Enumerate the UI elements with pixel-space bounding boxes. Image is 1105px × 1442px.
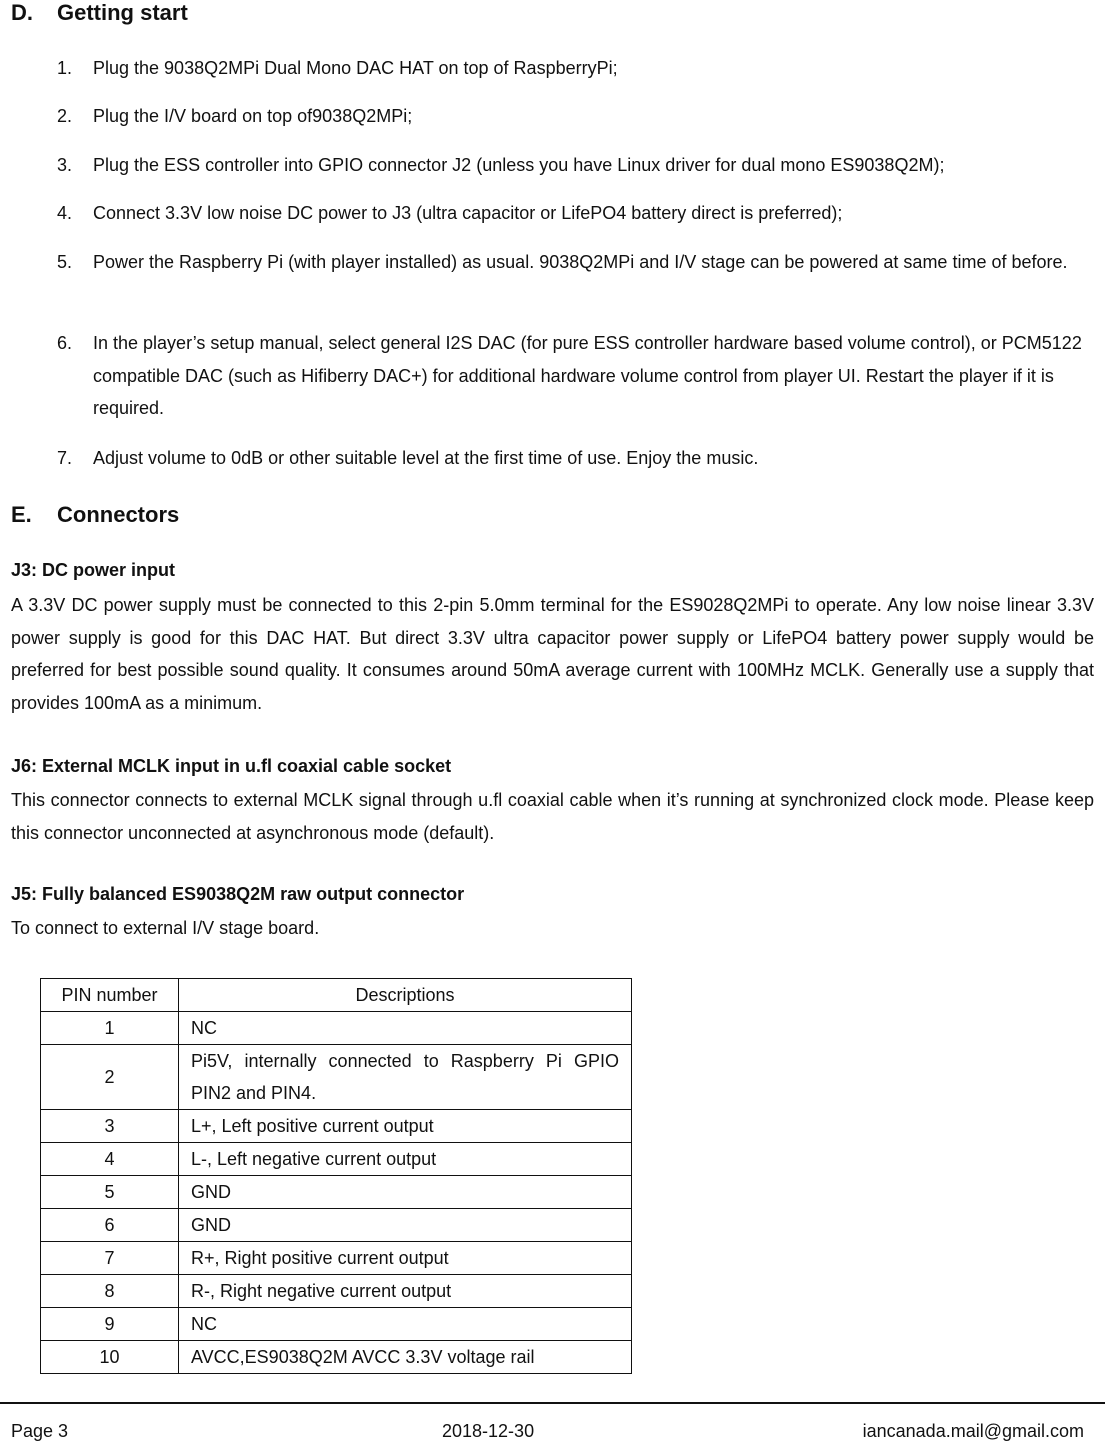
list-item [57,100,1097,133]
section-e-heading [11,502,179,528]
pin-table [40,978,632,1374]
section-d-heading [11,0,188,26]
table-row [41,1110,632,1143]
table-header-row [41,979,632,1012]
description-cell: NC [179,1012,632,1045]
table-row [41,1045,632,1110]
item-text: Plug the ESS controller into GPIO connector J2 (unless you have Linux driver for dual mono ES9038Q2M); [93,155,945,175]
pin-cell: 10 [41,1341,179,1374]
item-number: 6. [57,333,73,353]
description-cell: L-, Left negative current output [179,1143,632,1176]
item-text: Power the Raspberry Pi (with player installed) as usual. 9038Q2MPi and I/V stage can be powered at same time of before. [93,252,1068,272]
pin-cell: 7 [41,1242,179,1275]
footer-divider [0,1402,1105,1404]
table-row [41,1341,632,1374]
section-title: Getting start [57,0,188,25]
j5-title: J5: Fully balanced ES9038Q2M raw output connector [11,884,465,904]
pin-cell: 9 [41,1308,179,1341]
table-row [41,1209,632,1242]
description-cell: GND [179,1209,632,1242]
description-cell: R-, Right negative current output [179,1275,632,1308]
description-cell: L+, Left positive current output [179,1110,632,1143]
list-item [57,52,1097,85]
item-number: 5. [57,252,73,272]
j3-title: J3: DC power input [11,560,176,580]
header-pin: PIN number [41,979,179,1012]
list-item [57,327,1097,425]
table-row [41,1308,632,1341]
list-item [57,149,1097,182]
j6-title: J6: External MCLK input in u.fl coaxial cable socket [11,756,452,776]
footer-page-number: Page 3 [11,1421,69,1441]
list-item [57,442,1097,475]
item-number: 4. [57,203,73,223]
list-item [57,197,1097,230]
j5-description: To connect to external I/V stage board. [11,918,320,938]
pin-cell: 6 [41,1209,179,1242]
section-letter: D. [11,0,33,25]
table-row [41,1275,632,1308]
description-cell: GND [179,1176,632,1209]
description-cell: NC [179,1308,632,1341]
item-text: Adjust volume to 0dB or other suitable level at the first time of use. Enjoy the music. [93,448,759,468]
description-cell: R+, Right positive current output [179,1242,632,1275]
footer-date: 2018-12-30 [442,1421,535,1441]
section-title: Connectors [57,502,180,527]
table-row [41,1012,632,1045]
pin-cell: 1 [41,1012,179,1045]
section-letter: E. [11,502,32,527]
list-item [57,246,1097,279]
description-cell: Pi5V, internally connected to Raspberry Pi GPIO PIN2 and PIN4. [179,1045,632,1110]
item-text: Plug the I/V board on top of9038Q2MPi; [93,106,413,126]
table-row [41,1176,632,1209]
j3-description: A 3.3V DC power supply must be connected to this 2-pin 5.0mm terminal for the ES9028Q2MPi to operate. Any low noise linear 3.3V power supply is good for this DAC HAT. But direct 3.3V ultra capacitor power supply or LifePO4 battery power supply would be preferred for best possible sound quality. It consumes around 50mA average current with 100MHz MCLK. Generally use a supply that provides 100mA as a minimum. [11,595,1094,713]
description-cell: AVCC,ES9038Q2M AVCC 3.3V voltage rail [179,1341,632,1374]
j6-description: This connector connects to external MCLK signal through u.fl coaxial cable when it’s running at synchronized clock mode. Please keep this connector unconnected at asynchronous mode (default). [11,790,1094,843]
item-number: 7. [57,448,73,468]
table-row [41,1143,632,1176]
pin-cell: 8 [41,1275,179,1308]
pin-cell: 3 [41,1110,179,1143]
pin-cell: 4 [41,1143,179,1176]
pin-cell: 2 [41,1045,179,1110]
table-row [41,1242,632,1275]
header-description: Descriptions [179,979,632,1012]
item-text: In the player’s setup manual, select general I2S DAC (for pure ESS controller hardware based volume control), or PCM5122 compatible DAC (such as Hifiberry DAC+) for additional hardware volume control from player UI. Restart the player if it is required. [93,333,1082,418]
item-number: 3. [57,155,73,175]
item-text: Connect 3.3V low noise DC power to J3 (ultra capacitor or LifePO4 battery direct is preferred); [93,203,843,223]
item-number: 1. [57,58,73,78]
footer-email: iancanada.mail@gmail.com [862,1421,1084,1441]
pin-cell: 5 [41,1176,179,1209]
item-text: Plug the 9038Q2MPi Dual Mono DAC HAT on top of RaspberryPi; [93,58,618,78]
item-number: 2. [57,106,73,126]
